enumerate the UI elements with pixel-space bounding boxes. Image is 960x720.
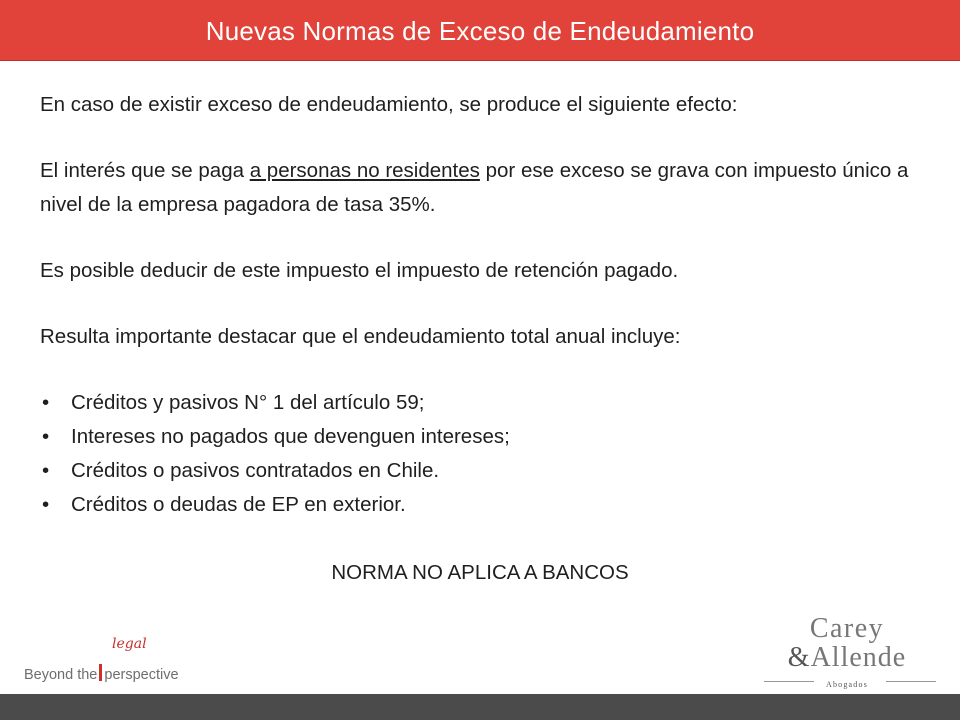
list-item [40,420,920,454]
title-bar [0,0,960,61]
debt-items-list [40,386,920,522]
logo-abogados-row [752,674,942,688]
list-item-text: Créditos o deudas de EP en exterior. [71,493,406,516]
list-item [40,488,920,522]
legal-wordmark: legal [112,636,147,652]
banks-note: NORMA NO APLICA A BANCOS [331,561,629,584]
slide-title: Nuevas Normas de Exceso de Endeudamiento [205,16,755,46]
logo-ampersand: & [787,642,811,673]
interest-paragraph [40,154,920,222]
legal-beyond-logo [24,634,204,690]
non-residents-underlined: a personas no residentes [249,159,480,182]
logo-rule-left [764,681,814,682]
list-item [40,454,920,488]
bullet-icon: • [42,459,50,482]
interest-text-end: por ese exceso se grava con impuesto único a nivel de la empresa pagadora de tasa 35%. [40,159,909,216]
logo-rule-right [886,681,936,682]
bullet-icon: • [42,493,50,516]
red-bar-icon [99,664,102,681]
logo-allende: Allende [810,642,907,673]
tagline-beyond: Beyond the [24,667,98,683]
bullet-icon: • [42,425,50,448]
total-debt-paragraph: Resulta importante destacar que el endeudamiento total anual incluye: [40,325,681,348]
logo-abogados: Abogados [825,680,869,689]
footer-bar [0,694,960,720]
logo-allende-line [752,644,942,672]
list-item-text: Créditos y pasivos N° 1 del artículo 59; [71,391,425,414]
list-item-text: Créditos o pasivos contratados en Chile. [71,459,440,482]
deduction-paragraph: Es posible deducir de este impuesto el impuesto de retención pagado. [40,259,679,282]
bullet-icon: • [42,391,50,414]
intro-paragraph: En caso de existir exceso de endeudamiento, se produce el siguiente efecto: [40,93,738,116]
logo-tagline [24,664,179,683]
slide-content [40,88,920,590]
list-item [40,386,920,420]
list-item-text: Intereses no pagados que devenguen intereses; [71,425,510,448]
interest-text-start: El interés que se paga [40,159,250,182]
carey-allende-logo [752,613,942,689]
tagline-perspective: perspective [104,667,179,683]
logo-carey: Carey [809,613,885,644]
